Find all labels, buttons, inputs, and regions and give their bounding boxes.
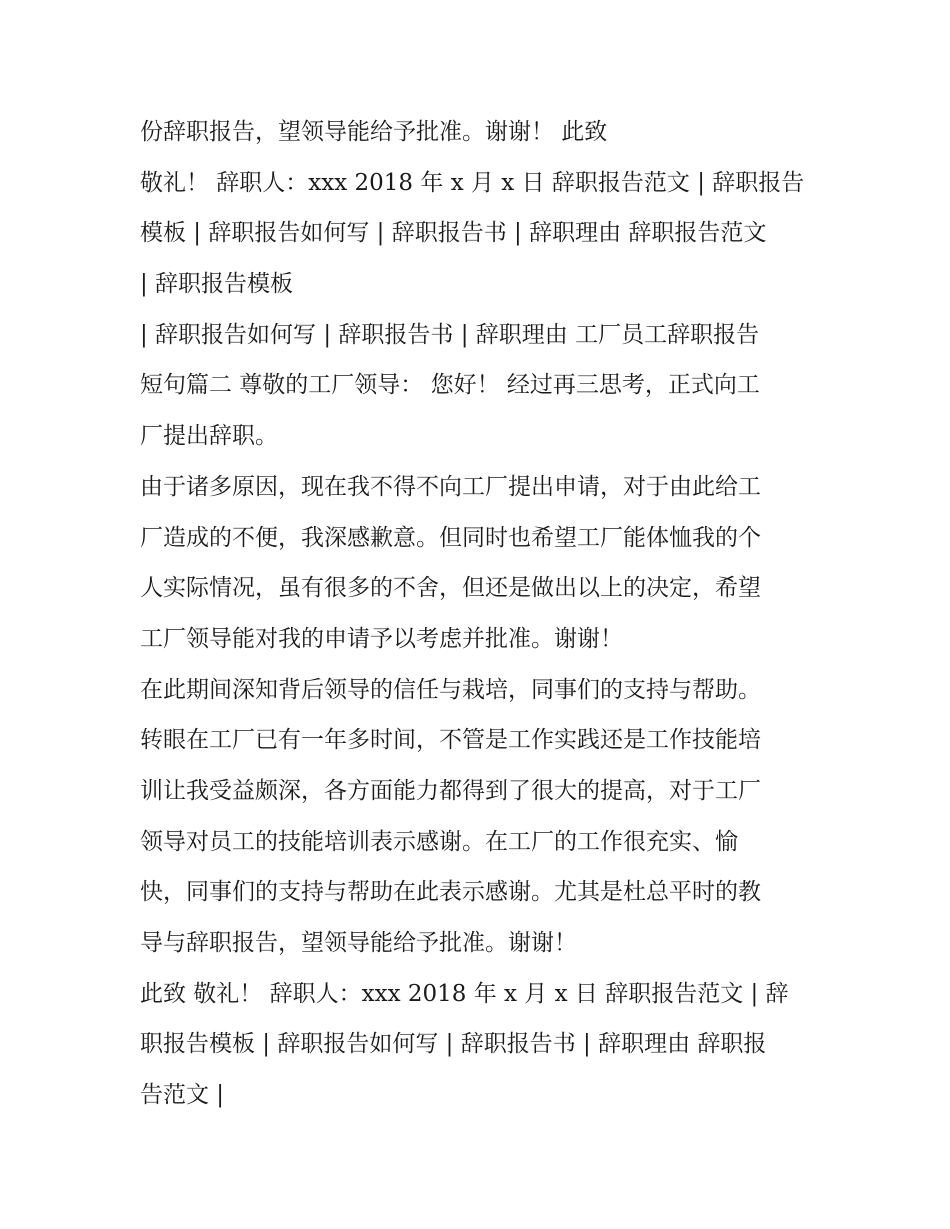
text-line: 领导对员工的技能培训表示感谢。在工厂的工作很充实、愉 [140, 828, 738, 855]
text-line: 职报告模板 | 辞职报告如何写 | 辞职报告书 | 辞职理由 辞职报 [140, 1031, 767, 1058]
text-line: 在此期间深知背后领导的信任与栽培，同事们的支持与帮助。 [140, 676, 761, 703]
text-line: | 辞职报告如何写 | 辞职报告书 | 辞职理由 工厂员工辞职报告 [140, 321, 760, 348]
text-line: 此致 敬礼！ 辞职人：xxx 2018 年 x 月 x 日 辞职报告范文 | 辞 [140, 980, 789, 1007]
text-line: | 辞职报告模板 [140, 271, 294, 298]
text-line: 敬礼！ 辞职人：xxx 2018 年 x 月 x 日 辞职报告范文 | 辞职报告 [140, 169, 805, 196]
text-line: 模板 | 辞职报告如何写 | 辞职报告书 | 辞职理由 辞职报告范文 [140, 220, 767, 247]
text-line: 份辞职报告，望领导能给予批准。谢谢！ 此致 [140, 119, 608, 145]
document-body [140, 107, 820, 1121]
text-line: 训让我受益颇深，各方面能力都得到了很大的提高，对于工厂 [140, 777, 761, 804]
text-line: 由于诸多原因，现在我不得不向工厂提出申请，对于由此给工 [140, 473, 761, 500]
text-line: 快，同事们的支持与帮助在此表示感谢。尤其是杜总平时的教 [140, 879, 761, 906]
text-line: 转眼在工厂已有一年多时间，不管是工作实践还是工作技能培 [140, 727, 761, 754]
text-line: 导与辞职报告，望领导能给予批准。谢谢！ [140, 930, 577, 956]
text-line: 告范文 | [140, 1082, 225, 1109]
text-line: 短句篇二 尊敬的工厂领导： 您好！ 经过再三思考，正式向工 [140, 372, 760, 399]
text-line: 人实际情况，虽有很多的不舍，但还是做出以上的决定，希望 [140, 575, 761, 602]
text-line: 工厂领导能对我的申请予以考虑并批准。谢谢！ [140, 625, 623, 652]
text-line: 厂提出辞职。 [140, 423, 278, 450]
text-line: 厂造成的不便，我深感歉意。但同时也希望工厂能体恤我的个 [140, 524, 761, 551]
